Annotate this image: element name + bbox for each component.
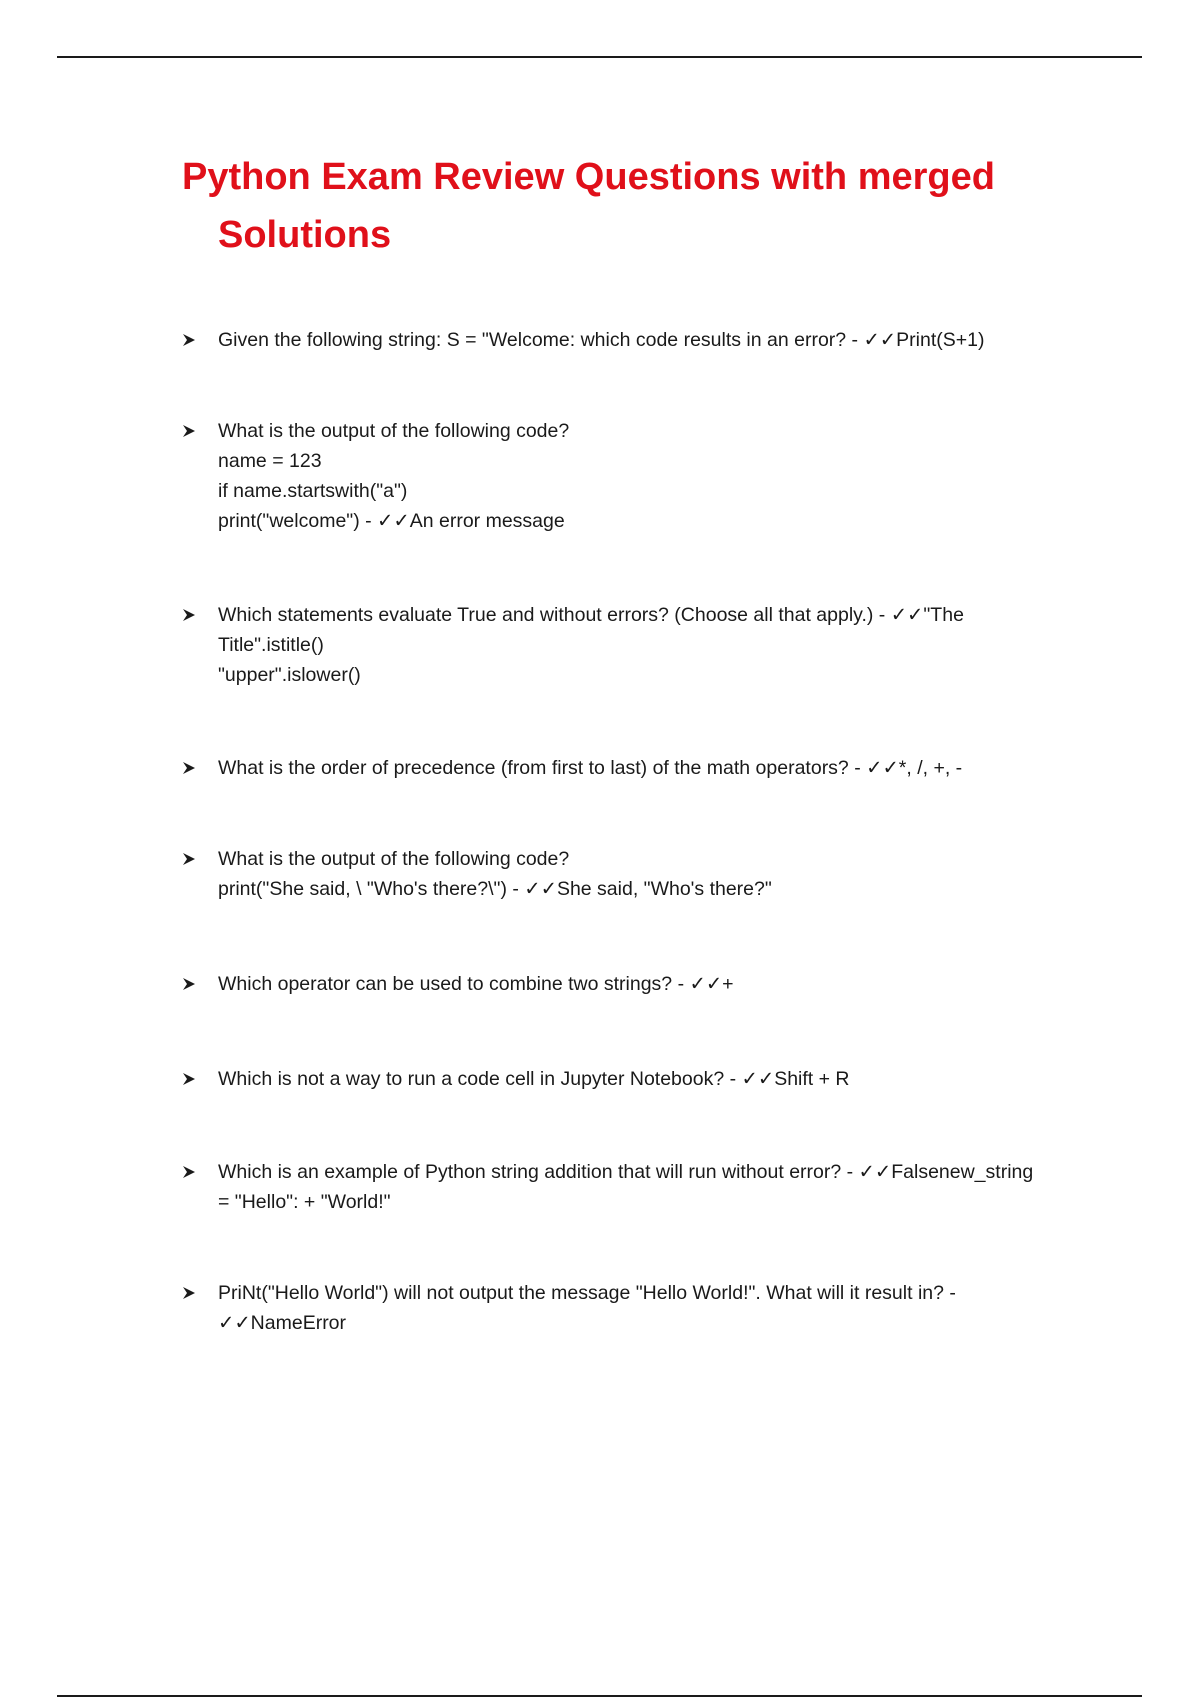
arrow-bullet-icon [182, 1278, 204, 1308]
page-title [182, 148, 1062, 264]
question-text: Which is an example of Python string addition that will run without error? - ✓✓Falsenew_string = "Hello": + "World!" [218, 1161, 1034, 1213]
question-text: Which operator can be used to combine two strings? - ✓✓+ [218, 973, 734, 995]
question-item [182, 753, 1082, 783]
question-text: PriNt("Hello World") will not output the message "Hello World!". What will it result in? - ✓✓NameError [218, 1282, 956, 1334]
arrow-bullet-icon [182, 753, 204, 783]
arrow-bullet-icon [182, 600, 204, 630]
question-item [182, 600, 1082, 690]
question-item [182, 1064, 1082, 1094]
question-item [182, 1278, 1082, 1338]
question-text: Which statements evaluate True and without errors? (Choose all that apply.) - ✓✓"The Title".istitle() "upper".islower() [218, 604, 964, 686]
question-text: What is the order of precedence (from first to last) of the math operators? - ✓✓*, /, +, - [218, 757, 963, 779]
question-item [182, 1157, 1082, 1217]
question-item [182, 969, 1082, 999]
title-line-2: Solutions [218, 214, 392, 256]
bottom-rule [57, 1695, 1142, 1697]
question-item [182, 325, 1082, 355]
arrow-bullet-icon [182, 844, 204, 874]
question-item [182, 844, 1082, 904]
question-text: Given the following string: S = "Welcome: which code results in an error? - ✓✓Print(S+1) [218, 329, 985, 351]
top-rule [57, 56, 1142, 58]
arrow-bullet-icon [182, 325, 204, 355]
question-text: What is the output of the following code? name = 123 if name.startswith("a") print("welcome") - ✓✓An error message [218, 420, 570, 532]
arrow-bullet-icon [182, 1157, 204, 1187]
arrow-bullet-icon [182, 969, 204, 999]
question-text: Which is not a way to run a code cell in Jupyter Notebook? - ✓✓Shift + R [218, 1068, 850, 1090]
question-item [182, 416, 1082, 536]
title-line-1: Python Exam Review Questions with merged [182, 156, 995, 198]
arrow-bullet-icon [182, 1064, 204, 1094]
arrow-bullet-icon [182, 416, 204, 446]
question-text: What is the output of the following code? print("She said, \ "Who's there?\") - ✓✓She said, "Who's there?" [218, 848, 772, 900]
